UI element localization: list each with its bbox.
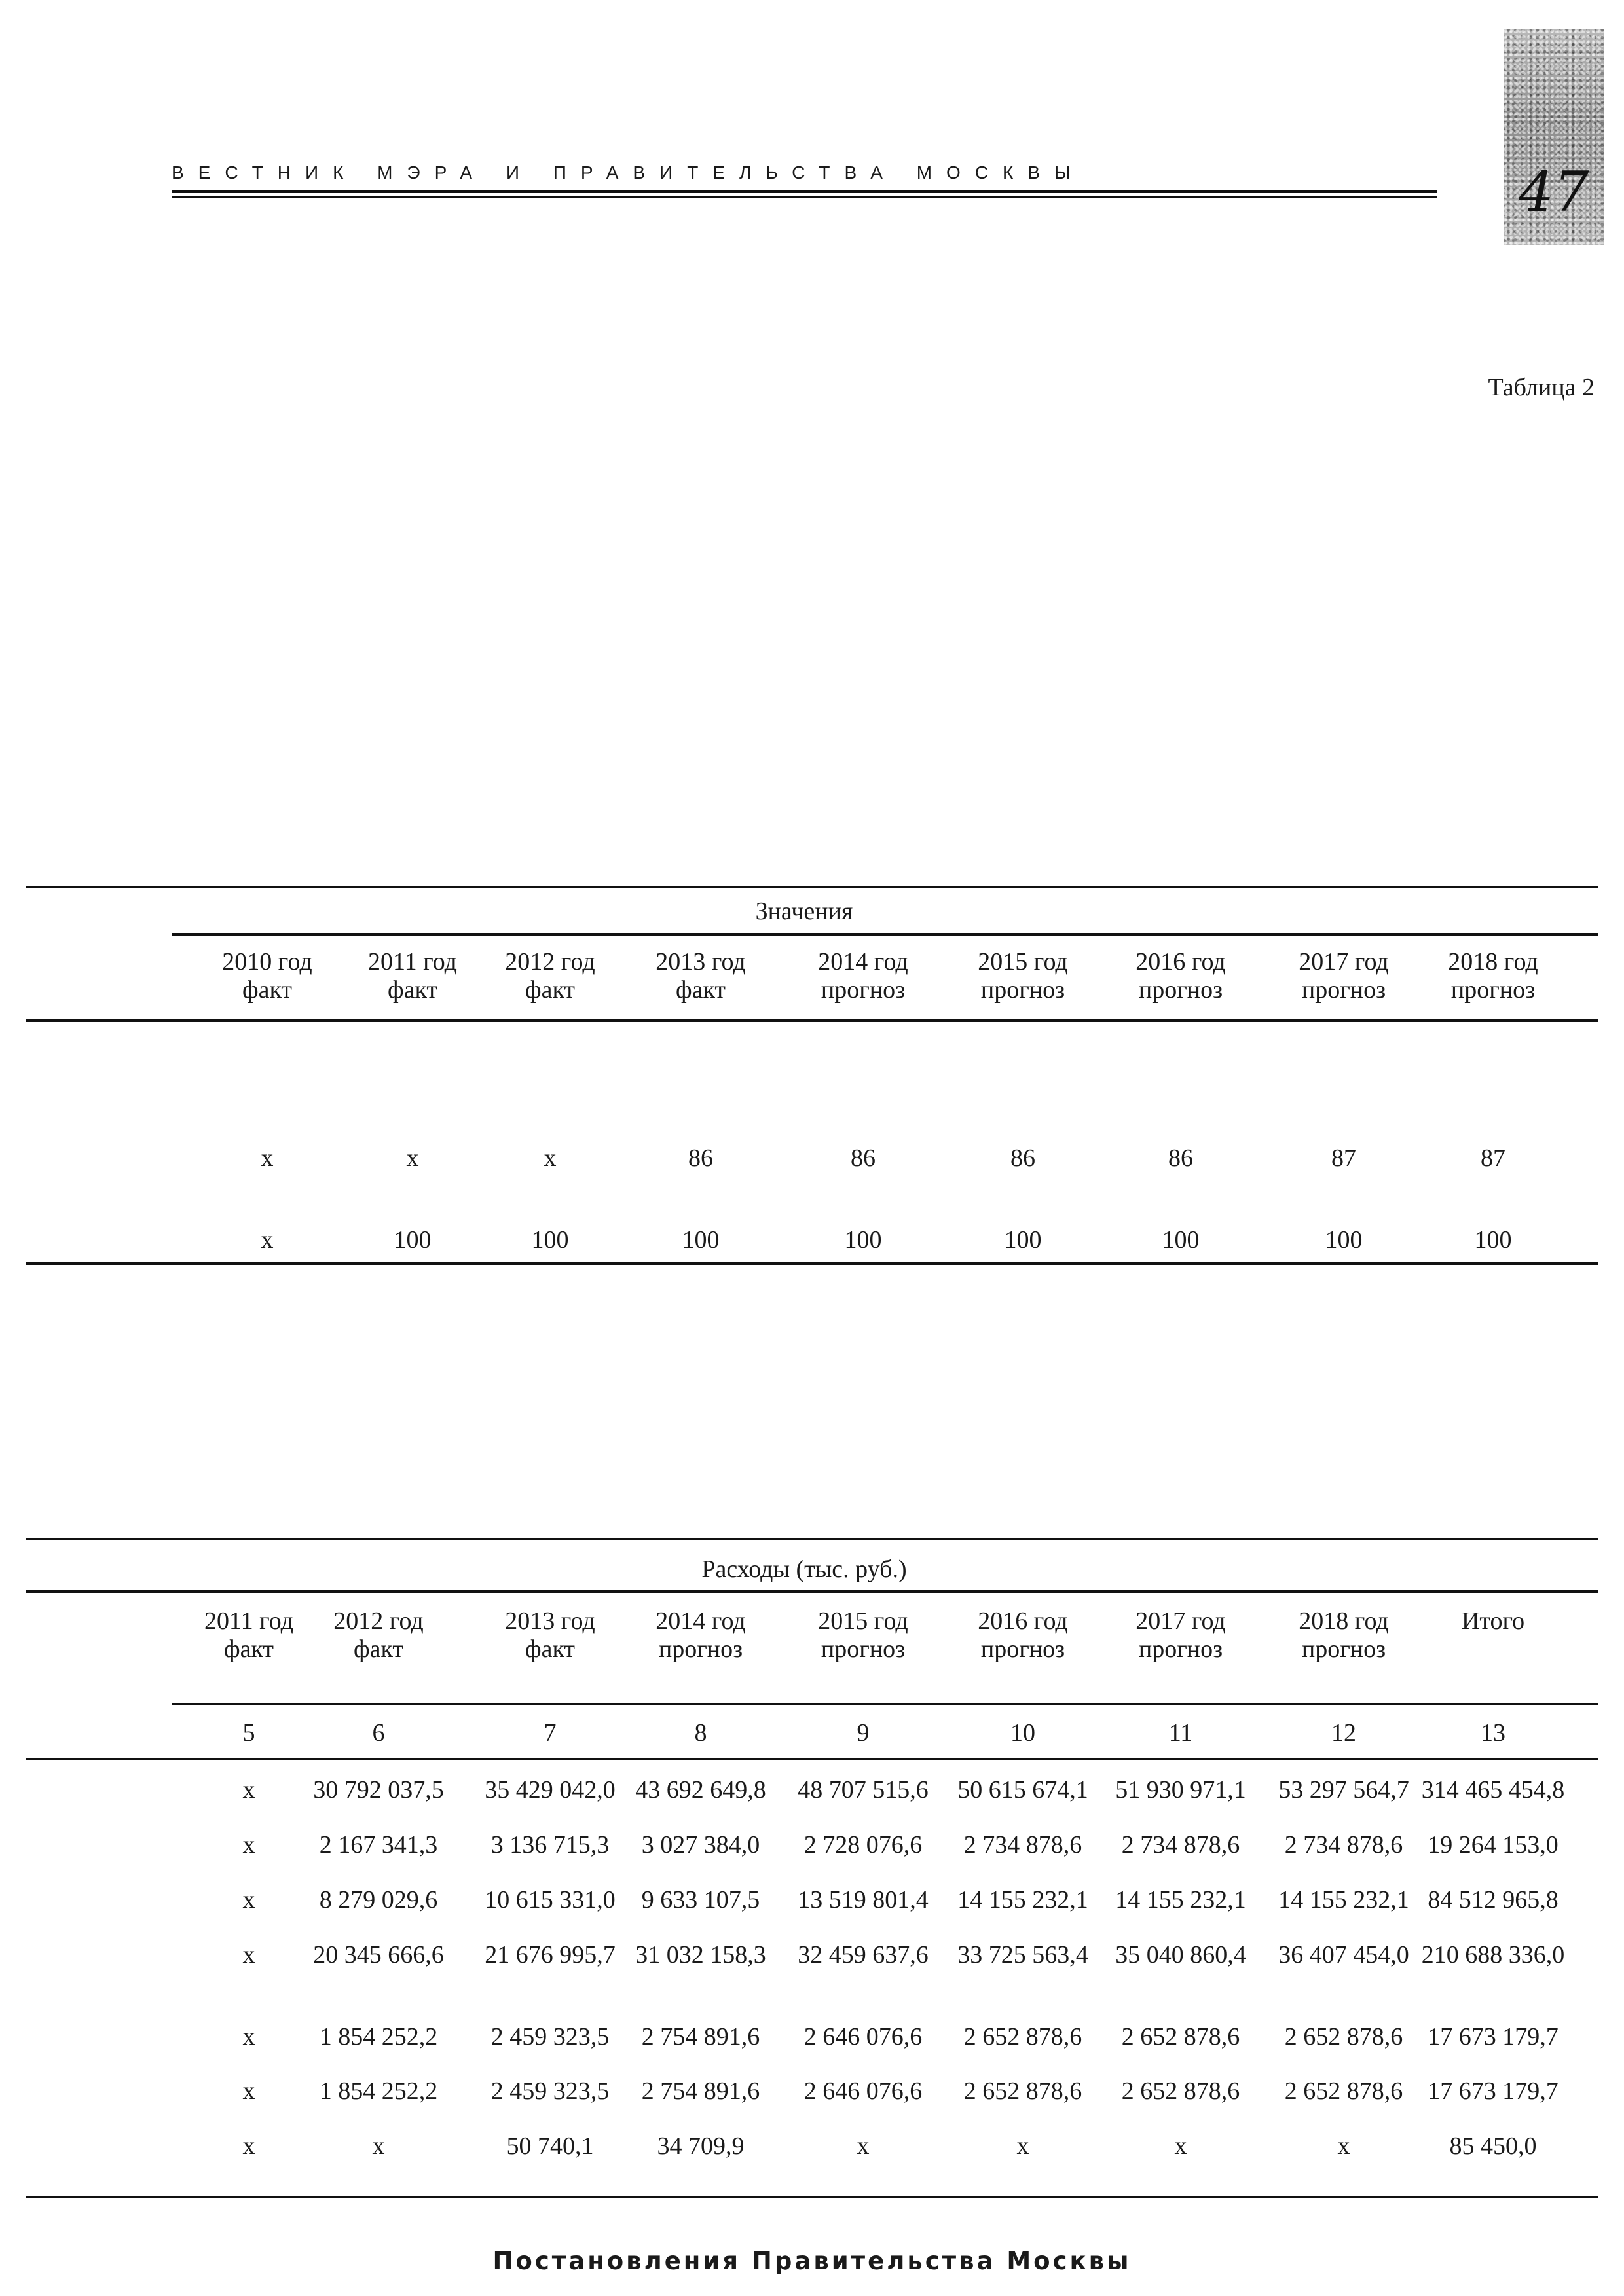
table2-cell: 20 345 666,6 xyxy=(313,1941,444,1969)
table1-cell: 100 xyxy=(531,1226,569,1254)
table1-cell: 100 xyxy=(1474,1226,1512,1254)
table2-cell: 2 167 341,3 xyxy=(319,1831,438,1859)
table2-column-header: Итого xyxy=(1461,1607,1525,1635)
page-number-badge xyxy=(1504,29,1604,245)
table2-numbers-rule xyxy=(26,1758,1598,1760)
table1-column-header: 2015 год прогноз xyxy=(978,948,1068,1004)
table2-cell: x xyxy=(242,1831,255,1859)
table1-cell: 100 xyxy=(844,1226,882,1254)
table2-cell: 2 459 323,5 xyxy=(490,2077,610,2105)
table2-cell: x xyxy=(1337,2132,1350,2160)
table2-cell: 2 734 878,6 xyxy=(1284,1831,1403,1859)
table2-column-number: 12 xyxy=(1331,1719,1356,1747)
table1-cell: 100 xyxy=(682,1226,720,1254)
table2-cell: 1 854 252,2 xyxy=(319,2023,438,2050)
table2-cell: 31 032 158,3 xyxy=(635,1941,766,1969)
header-rule-thin xyxy=(172,196,1437,198)
table2-cell: x xyxy=(242,2023,255,2050)
table2-cell: 14 155 232,1 xyxy=(1115,1886,1246,1914)
table2-cell: x xyxy=(1174,2132,1187,2160)
table2-cell: 50 615 674,1 xyxy=(957,1776,1088,1804)
table1-cell: 100 xyxy=(1004,1226,1042,1254)
section-footer-title: Постановления Правительства Москвы xyxy=(492,2247,1132,2275)
table2-cell: 2 734 878,6 xyxy=(963,1831,1082,1859)
table1-column-header: 2011 год факт xyxy=(368,948,457,1004)
table1-cell: 87 xyxy=(1481,1144,1505,1172)
table1-cell: 100 xyxy=(1162,1226,1200,1254)
table2-cell: x xyxy=(242,2132,255,2160)
table2-cell: 30 792 037,5 xyxy=(313,1776,444,1804)
table1-group-title: Значения xyxy=(755,898,853,925)
page-number: 47 xyxy=(1519,160,1589,224)
table2-cell: 14 155 232,1 xyxy=(957,1886,1088,1914)
table2-cell: 2 754 891,6 xyxy=(641,2077,760,2105)
table1-cell: x xyxy=(544,1144,557,1172)
table2-cell: 34 709,9 xyxy=(657,2132,745,2160)
header-rule-thick xyxy=(172,190,1437,193)
table1-column-header: 2013 год факт xyxy=(655,948,746,1004)
table1-group-rule xyxy=(172,933,1598,936)
table2-cell: 84 512 965,8 xyxy=(1428,1886,1559,1914)
table2-cell: 1 854 252,2 xyxy=(319,2077,438,2105)
table2-cell: 3 027 384,0 xyxy=(641,1831,760,1859)
table1-cell: x xyxy=(261,1226,274,1254)
table1-cell: 100 xyxy=(394,1226,432,1254)
table2-cell: 17 673 179,7 xyxy=(1428,2023,1559,2050)
table2-cell: x xyxy=(242,1886,255,1914)
table2-cell: 21 676 995,7 xyxy=(485,1941,616,1969)
table2-column-number: 8 xyxy=(694,1719,707,1747)
table2-cell: 10 615 331,0 xyxy=(485,1886,616,1914)
table1-cell: x xyxy=(406,1144,419,1172)
table2-cell: 14 155 232,1 xyxy=(1278,1886,1409,1914)
table1-cell: 100 xyxy=(1325,1226,1363,1254)
table1-cell: x xyxy=(261,1144,274,1172)
table2-cell: 2 652 878,6 xyxy=(963,2023,1082,2050)
table1-column-header: 2010 год факт xyxy=(222,948,312,1004)
table2-cell: 32 459 637,6 xyxy=(798,1941,929,1969)
table2-column-number: 13 xyxy=(1481,1719,1505,1747)
table2-column-number: 10 xyxy=(1010,1719,1035,1747)
table2-cell: x xyxy=(372,2132,385,2160)
table2-cell: 48 707 515,6 xyxy=(798,1776,929,1804)
table2-top-rule xyxy=(26,1538,1598,1540)
table2-bottom-rule xyxy=(26,2196,1598,2198)
table2-cell: 2 652 878,6 xyxy=(1121,2077,1240,2105)
table2-cell: 53 297 564,7 xyxy=(1278,1776,1409,1804)
table2-cell: x xyxy=(242,2077,255,2105)
table2-cell: 2 652 878,6 xyxy=(1284,2023,1403,2050)
table1-header-rule xyxy=(26,1019,1598,1022)
table1-cell: 86 xyxy=(851,1144,876,1172)
table2-column-header: 2016 год прогноз xyxy=(978,1607,1068,1663)
table2-cell: 50 740,1 xyxy=(506,2132,594,2160)
table2-cell: 2 734 878,6 xyxy=(1121,1831,1240,1859)
table2-cell: 2 646 076,6 xyxy=(803,2077,923,2105)
table2-cell: x xyxy=(242,1776,255,1804)
journal-title: ВЕСТНИК МЭРА И ПРАВИТЕЛЬСТВА МОСКВЫ xyxy=(172,162,1085,183)
table2-cell: 2 652 878,6 xyxy=(1284,2077,1403,2105)
table2-column-number: 6 xyxy=(372,1719,385,1747)
table2-group-rule xyxy=(26,1590,1598,1593)
table2-cell: 43 692 649,8 xyxy=(635,1776,766,1804)
table2-cell: 35 429 042,0 xyxy=(485,1776,616,1804)
table2-cell: 2 652 878,6 xyxy=(1121,2023,1240,2050)
table1-cell: 86 xyxy=(1010,1144,1035,1172)
table2-column-number: 5 xyxy=(242,1719,255,1747)
table2-cell: 314 465 454,8 xyxy=(1421,1776,1565,1804)
table2-column-header: 2018 год прогноз xyxy=(1299,1607,1389,1663)
table2-cell: 9 633 107,5 xyxy=(641,1886,760,1914)
table2-cell: 2 728 076,6 xyxy=(803,1831,923,1859)
table-caption: Таблица 2 xyxy=(1488,374,1595,401)
table2-cell: 51 930 971,1 xyxy=(1115,1776,1246,1804)
table2-cell: 13 519 801,4 xyxy=(798,1886,929,1914)
table2-cell: 19 264 153,0 xyxy=(1428,1831,1559,1859)
table2-column-number: 9 xyxy=(857,1719,870,1747)
table2-column-header: 2017 год прогноз xyxy=(1135,1607,1226,1663)
table1-column-header: 2018 год прогноз xyxy=(1448,948,1538,1004)
table1-top-rule xyxy=(26,886,1598,888)
table2-group-title: Расходы (тыс. руб.) xyxy=(701,1556,907,1583)
table2-column-header: 2015 год прогноз xyxy=(818,1607,908,1663)
table2-column-header: 2011 год факт xyxy=(204,1607,293,1663)
table2-header-rule xyxy=(172,1703,1598,1705)
table1-column-header: 2012 год факт xyxy=(505,948,595,1004)
table2-cell: x xyxy=(242,1941,255,1969)
table2-column-header: 2014 год прогноз xyxy=(655,1607,746,1663)
table2-cell: 3 136 715,3 xyxy=(490,1831,610,1859)
table1-bottom-rule xyxy=(26,1262,1598,1265)
table2-cell: x xyxy=(857,2132,870,2160)
table1-cell: 86 xyxy=(1168,1144,1193,1172)
table2-cell: 85 450,0 xyxy=(1449,2132,1537,2160)
table2-cell: 210 688 336,0 xyxy=(1421,1941,1565,1969)
table1-cell: 87 xyxy=(1331,1144,1356,1172)
table2-column-number: 11 xyxy=(1168,1719,1193,1747)
table2-cell: 2 754 891,6 xyxy=(641,2023,760,2050)
table1-column-header: 2016 год прогноз xyxy=(1135,948,1226,1004)
table2-column-header: 2012 год факт xyxy=(333,1607,424,1663)
table2-column-header: 2013 год факт xyxy=(505,1607,595,1663)
table1-column-header: 2017 год прогноз xyxy=(1299,948,1389,1004)
table2-cell: 17 673 179,7 xyxy=(1428,2077,1559,2105)
table2-cell: 36 407 454,0 xyxy=(1278,1941,1409,1969)
table2-cell: 2 459 323,5 xyxy=(490,2023,610,2050)
table2-column-number: 7 xyxy=(544,1719,557,1747)
table1-column-header: 2014 год прогноз xyxy=(818,948,908,1004)
table2-cell: 35 040 860,4 xyxy=(1115,1941,1246,1969)
table2-cell: 8 279 029,6 xyxy=(319,1886,438,1914)
table2-cell: 33 725 563,4 xyxy=(957,1941,1088,1969)
table2-cell: 2 646 076,6 xyxy=(803,2023,923,2050)
table2-cell: 2 652 878,6 xyxy=(963,2077,1082,2105)
table1-cell: 86 xyxy=(688,1144,713,1172)
table2-cell: x xyxy=(1016,2132,1029,2160)
